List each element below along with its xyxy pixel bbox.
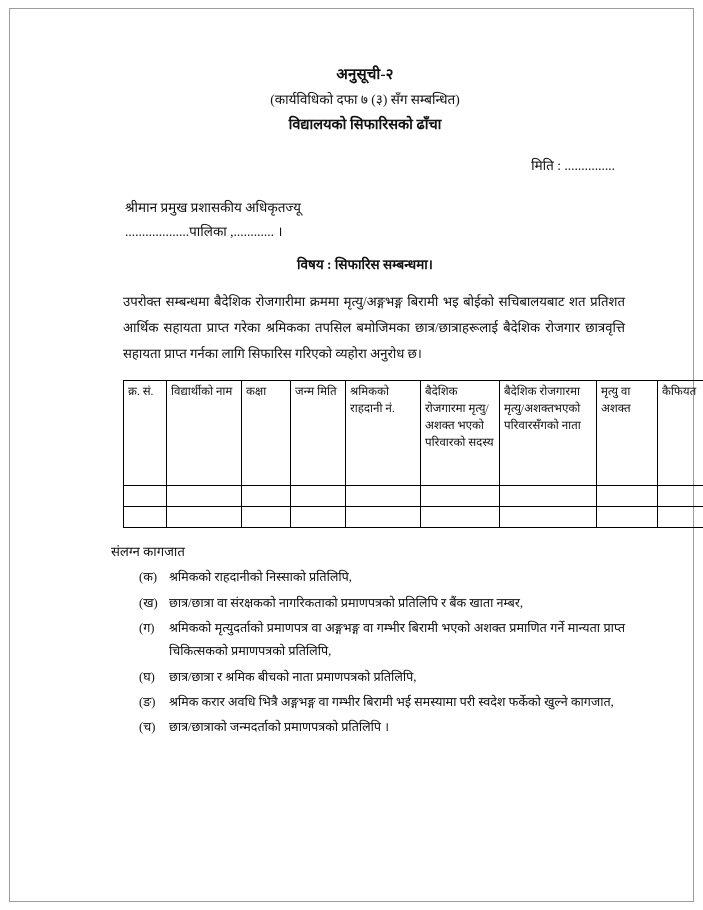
schedule-heading: अनुसूची-२ <box>336 67 394 83</box>
table-header-cell: कैफियत <box>658 381 703 486</box>
table-header-row <box>124 381 703 486</box>
table-header-cell: विद्यार्थीको नाम <box>167 381 242 486</box>
list-item <box>123 592 625 615</box>
table-cell <box>291 507 346 528</box>
attachments-list <box>123 566 625 739</box>
list-item-marker: (ङ) <box>139 694 156 709</box>
list-item-text: श्रमिकको राहदानीको निस्साको प्रतिलिपि, <box>169 570 352 585</box>
table-cell <box>346 507 421 528</box>
list-item-text: श्रमिक करार अवधि भित्रै अङ्गभङ्ग वा गम्भीर बिरामी भई समस्यामा परी स्वदेश फर्केको खुल्ने कागजात, <box>169 694 614 709</box>
table-header-cell: श्रमिकको राहदानी नं. <box>346 381 421 486</box>
list-item <box>123 617 625 664</box>
reference-heading: (कार्यविधिको दफा ७ (३) सँग सम्बन्धित) <box>270 92 460 107</box>
addressee-line-1: श्रीमान प्रमुख प्रशासकीय अधिकृतज्यू <box>125 200 301 215</box>
list-item-marker: (ख) <box>139 595 158 610</box>
table-cell <box>167 486 242 507</box>
list-item-marker: (घ) <box>139 669 155 684</box>
table-cell <box>658 486 703 507</box>
attachments-title: संलग्न कागजात <box>111 544 185 560</box>
list-item-text: छात्र/छात्राको जन्मदर्ताको प्रमाणपत्रको प्रतिलिपि । <box>169 720 390 735</box>
list-item <box>123 666 625 689</box>
list-item-marker: (च) <box>139 720 156 735</box>
table-cell <box>124 507 167 528</box>
table-header-cell: कक्षा <box>242 381 291 486</box>
list-item-text: श्रमिकको मृत्युदर्ताको प्रमाणपत्र वा अङ्गभङ्ग वा गम्भीर बिरामी भएकाे अशक्त प्रमाणित गर्ने मान्यता प्राप्त चिकित्सकको प्रमाणपत्रको प्रतिलिपि, <box>169 621 625 659</box>
table-cell <box>421 507 500 528</box>
subject-line: विषय : सिफारिस सम्बन्धमा। <box>297 257 433 273</box>
table-cell <box>167 507 242 528</box>
date-line: मिति : ............... <box>531 158 615 173</box>
list-item-marker: (क) <box>139 570 158 585</box>
table-row <box>124 486 703 507</box>
scanned-sheet <box>9 8 697 902</box>
list-item <box>123 691 625 714</box>
table-cell <box>421 486 500 507</box>
table-cell <box>658 507 703 528</box>
table-header-cell: बैदेशिक रोजगारमा मृत्यु/अशक्तभएको परिवारसँगको नाता <box>500 381 597 486</box>
list-item-text: छात्र/छात्रा वा संरक्षकको नागरिकताको प्रमाणपत्रको प्रतिलिपि र बैंक खाता नम्बर, <box>169 595 524 610</box>
table-cell <box>346 486 421 507</box>
table-cell <box>242 507 291 528</box>
table-header-cell: क्र. सं. <box>124 381 167 486</box>
table-header-cell: बैदेशिक रोजगारमा मृत्यु/अशक्त भएको परिवारको सदस्य <box>421 381 500 486</box>
table-header-cell: मृत्यु वा अशक्त <box>597 381 658 486</box>
addressee-line-2: ...................पालिका ,............ । <box>125 223 283 239</box>
document-title: विद्यालयको सिफारिसको ढाँचा <box>288 117 442 133</box>
table-cell <box>124 486 167 507</box>
list-item <box>123 716 625 739</box>
list-item-text: छात्र/छात्रा र श्रमिक बीचको नाता प्रमाणपत्रको प्रतिलिपि, <box>169 669 417 684</box>
document-content <box>105 64 697 742</box>
addressee-block <box>125 196 625 243</box>
list-item <box>123 566 625 589</box>
table-cell <box>291 486 346 507</box>
table-body <box>124 486 703 528</box>
body-paragraph: उपरोक्त सम्बन्धमा बैदेशिक रोजगारीमा क्रममा मृत्यु/अङ्गभङ्ग बिरामी भइ बोईको सचिबालयबाट शत प्रतिशत आर्थिक सहायता प्राप्त गरेका श्रमिकका तपसिल बमोजिमका छात्र/छात्राहरूलाई बैदेशिक रोजगार छात्रवृत्ति सहायता प्राप्त गर्नका लागि सिफारिस गरिएको व्यहोरा अनुरोध छ। <box>123 294 625 361</box>
table-row <box>124 507 703 528</box>
table-cell <box>500 507 597 528</box>
table-cell <box>597 486 658 507</box>
table-cell <box>500 486 597 507</box>
table-cell <box>242 486 291 507</box>
table-header-cell: जन्म मिति <box>291 381 346 486</box>
student-details-table <box>123 380 703 528</box>
table-cell <box>597 507 658 528</box>
list-item-marker: (ग) <box>139 621 155 636</box>
